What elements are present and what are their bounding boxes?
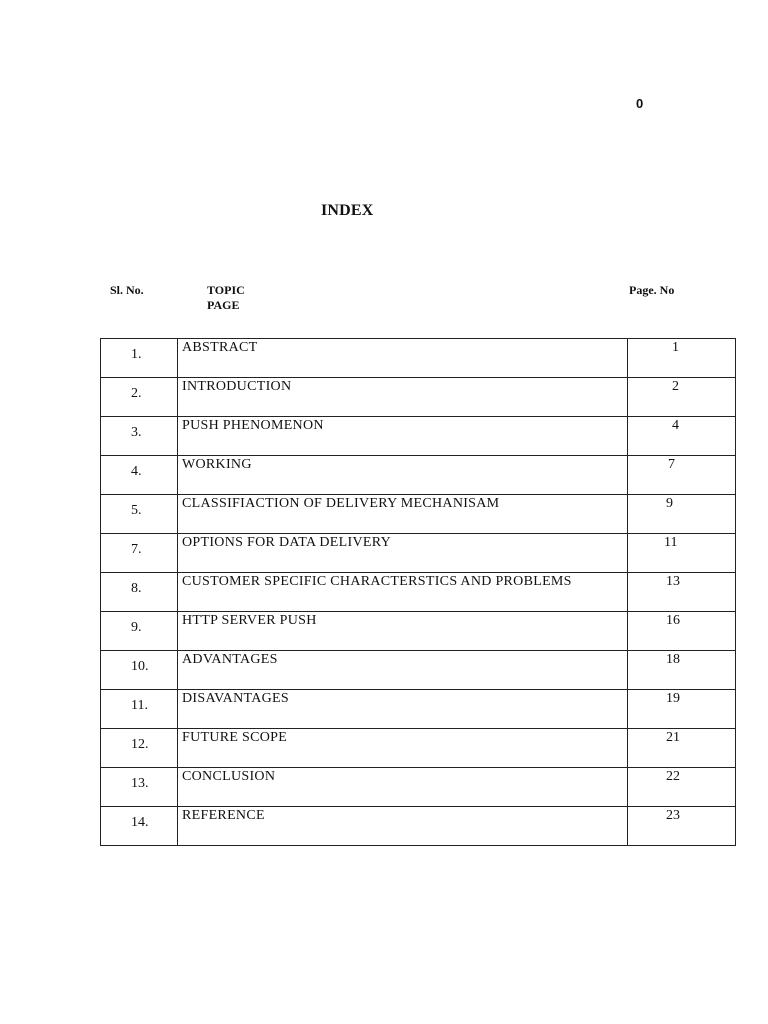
row-sl-cell (101, 807, 178, 846)
row-page-number: 11 (664, 535, 678, 550)
index-table (100, 338, 736, 846)
table-row (101, 378, 736, 417)
row-sl-number: 7. (131, 542, 142, 557)
row-topic-cell (178, 612, 628, 651)
row-topic-text: CONCLUSION (182, 769, 276, 784)
row-page-number: 9 (666, 496, 673, 511)
row-sl-number: 9. (131, 620, 142, 635)
row-sl-cell (101, 573, 178, 612)
row-sl-cell (101, 690, 178, 729)
row-topic-text: PUSH PHENOMENON (182, 418, 324, 433)
row-page-number: 4 (672, 418, 679, 433)
row-sl-cell (101, 417, 178, 456)
row-page-number: 2 (672, 379, 679, 394)
row-topic-text: WORKING (182, 457, 252, 472)
row-sl-cell (101, 339, 178, 378)
row-topic-cell (178, 573, 628, 612)
row-topic-cell (178, 378, 628, 417)
table-row (101, 768, 736, 807)
row-topic-cell (178, 456, 628, 495)
row-sl-number: 12. (131, 737, 149, 752)
row-topic-cell (178, 807, 628, 846)
table-row (101, 339, 736, 378)
row-page-number: 16 (666, 613, 680, 628)
row-page-number: 13 (666, 574, 680, 589)
row-sl-cell (101, 534, 178, 573)
row-sl-cell (101, 495, 178, 534)
row-page-number: 19 (666, 691, 680, 706)
row-page-cell (628, 690, 736, 729)
row-topic-text: DISAVANTAGES (182, 691, 289, 706)
row-topic-cell (178, 729, 628, 768)
row-topic-text: CLASSIFIACTION OF DELIVERY MECHANISAM (182, 496, 500, 511)
row-page-cell (628, 768, 736, 807)
table-row (101, 690, 736, 729)
row-page-cell (628, 456, 736, 495)
row-topic-cell (178, 768, 628, 807)
table-row (101, 612, 736, 651)
row-page-cell (628, 339, 736, 378)
row-topic-text: HTTP SERVER PUSH (182, 613, 317, 628)
row-page-number: 7 (668, 457, 675, 472)
page-number: 0 (636, 96, 644, 111)
header-sl-no: Sl. No. (110, 283, 144, 297)
header-topic: TOPIC (207, 283, 245, 297)
row-page-cell (628, 573, 736, 612)
row-sl-cell (101, 456, 178, 495)
row-page-number: 18 (666, 652, 680, 667)
table-row (101, 417, 736, 456)
table-row (101, 807, 736, 846)
row-sl-number: 14. (131, 815, 149, 830)
row-page-cell (628, 417, 736, 456)
row-topic-text: FUTURE SCOPE (182, 730, 288, 745)
row-topic-cell (178, 534, 628, 573)
row-page-cell (628, 651, 736, 690)
row-topic-text: ABSTRACT (182, 340, 258, 355)
row-page-cell (628, 378, 736, 417)
row-sl-number: 2. (131, 386, 142, 401)
table-row (101, 534, 736, 573)
row-topic-cell (178, 339, 628, 378)
row-sl-number: 8. (131, 581, 142, 596)
row-topic-text: REFERENCE (182, 808, 265, 823)
row-topic-text: INTRODUCTION (182, 379, 292, 394)
row-sl-number: 3. (131, 425, 142, 440)
row-page-number: 23 (666, 808, 680, 823)
row-page-cell (628, 807, 736, 846)
row-page-number: 22 (666, 769, 680, 784)
header-page-no: Page. No (629, 283, 675, 297)
row-page-cell (628, 612, 736, 651)
header-topic-page: PAGE (207, 298, 240, 312)
row-page-cell (628, 495, 736, 534)
row-sl-cell (101, 378, 178, 417)
row-sl-number: 11. (131, 698, 148, 713)
row-topic-text: ADVANTAGES (182, 652, 278, 667)
table-row (101, 456, 736, 495)
row-topic-cell (178, 690, 628, 729)
row-sl-number: 5. (131, 503, 142, 518)
row-page-number: 21 (666, 730, 680, 745)
row-topic-cell (178, 417, 628, 456)
row-page-number: 1 (672, 340, 679, 355)
index-table-body (101, 339, 736, 846)
table-row (101, 573, 736, 612)
row-sl-number: 10. (131, 659, 149, 674)
row-topic-text: OPTIONS FOR DATA DELIVERY (182, 535, 392, 550)
row-topic-cell (178, 651, 628, 690)
table-row (101, 495, 736, 534)
row-sl-number: 4. (131, 464, 142, 479)
row-sl-cell (101, 651, 178, 690)
row-topic-text: CUSTOMER SPECIFIC CHARACTERSTICS AND PROBLEMS (182, 574, 572, 589)
row-topic-cell (178, 495, 628, 534)
row-sl-cell (101, 768, 178, 807)
table-row (101, 729, 736, 768)
row-page-cell (628, 534, 736, 573)
row-sl-number: 1. (131, 347, 142, 362)
row-sl-number: 13. (131, 776, 149, 791)
page-title: INDEX (321, 202, 374, 219)
row-sl-cell (101, 729, 178, 768)
row-sl-cell (101, 612, 178, 651)
table-row (101, 651, 736, 690)
row-page-cell (628, 729, 736, 768)
